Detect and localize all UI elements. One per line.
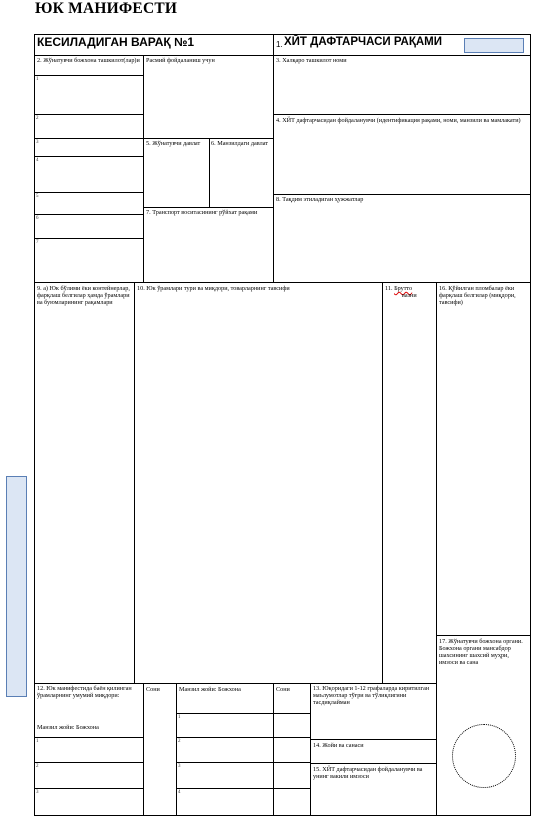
bottom-row-line: [34, 788, 143, 789]
left-row-line: [34, 192, 143, 193]
countries-divider: [209, 138, 210, 207]
field-17-label: 17. Жўнатувчи божхона органи. Божхона органи мансабдор шахсининг шахсий муҳри, имзоси ва сана: [439, 638, 523, 666]
sheet-header: КЕСИЛАДИГАН ВАРАҚ №1: [37, 35, 195, 49]
field-11-number: 11.: [385, 285, 395, 292]
dest-customs-label-left: Манзил жойи: Божхона: [37, 724, 99, 731]
left-row-line: [34, 114, 143, 115]
right-row-line: [273, 194, 531, 195]
field-3-label: 3. Халқаро ташкилот номи: [276, 57, 347, 64]
upper-left-divider: [143, 55, 144, 282]
bottom-row-line: [176, 788, 310, 789]
header-divider: [34, 55, 531, 56]
field-6-label: 6. Манзилдаги давлат: [211, 140, 268, 147]
goods-col-divider-1: [134, 282, 135, 683]
bottom-row-line: [34, 737, 143, 738]
count-label-2: Сони: [276, 686, 290, 693]
field-14-label: 14. Жойи ва санаси: [313, 742, 364, 749]
goods-top-line: [34, 282, 531, 283]
bottom-top-line: [34, 683, 436, 684]
book-number-title: ХЙТ ДАФТАРЧАСИ РАҚАМИ: [284, 36, 443, 48]
goods-col-divider-3: [436, 282, 437, 816]
dest-customs-label: Манзил жойи: Божхона: [179, 686, 241, 693]
field-2-label: 2. Жўнатувчи божхона ташкилот(лар)и: [37, 57, 140, 64]
document-title: ЮК МАНИФЕСТИ: [35, 0, 178, 17]
bottom-row-number: 1: [36, 739, 39, 744]
left-row-number: 7: [36, 240, 39, 245]
upper-right-divider: [273, 55, 274, 282]
field-11-word: Брутто: [394, 285, 413, 292]
field-7-label: 7. Транспорт воситасининг рўйхат рақами: [146, 209, 258, 216]
book-number-input[interactable]: [464, 38, 524, 53]
field-11-label: [385, 285, 434, 299]
side-tab[interactable]: [6, 476, 27, 697]
count-label-1: Сони: [146, 686, 160, 693]
left-row-number: 6: [36, 216, 39, 221]
bottom-mid-row-number: 3: [178, 764, 181, 769]
left-row-number: 4: [36, 158, 39, 163]
field-5-label: 5. Жўнатувчи давлат: [146, 140, 201, 147]
left-row-number: 1: [36, 77, 39, 82]
field-16-label: 16. Қўйилган пломбалар ёки фарқлаш белгилар (миқдори, тавсифи): [439, 285, 516, 306]
field-17-top-line: [436, 635, 531, 636]
field-4-label: 4. ХЙТ дафтарчасидан фойдаланувчи (идентификация рақами, номи, манзили ва мамлакати): [276, 117, 521, 124]
middle-row-line: [143, 138, 273, 139]
left-row-line: [34, 238, 143, 239]
middle-row-line: [143, 207, 273, 208]
left-row-line: [34, 138, 143, 139]
bottom-mid-row-number: 4: [178, 790, 181, 795]
field-9-label: 9. а) Юк бўлими ёки контейнерлар, фарқлаш белгилар ҳамда ўрамлари ва буюмларининг рақамлари: [37, 285, 130, 306]
stamp-circle: [452, 724, 516, 788]
official-use-label: Расмий фойдаланиш учун: [146, 57, 215, 64]
bottom-row-number: 3: [36, 790, 39, 795]
bottom-row-line: [176, 737, 310, 738]
bottom-row-line: [310, 763, 436, 764]
bottom-mid-row-number: 1: [178, 715, 181, 720]
left-row-number: 5: [36, 194, 39, 199]
bottom-mid-row-number: 2: [178, 739, 181, 744]
field-11-suffix: вазни: [402, 292, 417, 299]
field-15-label: 15. ХЙТ дафтарчасидан фойдаланувчи ва унинг вакили имзоси: [313, 766, 423, 780]
header-column-divider: [273, 34, 274, 56]
bottom-row-line: [176, 713, 310, 714]
left-row-line: [34, 156, 143, 157]
book-number-label: 1.: [276, 40, 283, 49]
left-row-number: 3: [36, 140, 39, 145]
bottom-col-divider-2: [176, 683, 177, 816]
bottom-col-divider-3: [273, 683, 274, 816]
field-8-label: 8. Тақдим этиладиган ҳужжатлар: [276, 196, 364, 203]
bottom-row-line: [34, 762, 143, 763]
field-12-label: 12. Юк манифестида баён қилинган ўрамларнинг умумий миқдори:: [37, 685, 132, 699]
bottom-col-divider-1: [143, 683, 144, 816]
bottom-row-line: [310, 739, 436, 740]
left-row-number: 2: [36, 116, 39, 121]
bottom-row-number: 2: [36, 764, 39, 769]
right-row-line: [273, 114, 531, 115]
field-10-label: 10. Юк ўрамлари тури ва миқдори, товарларнинг тавсифи: [137, 285, 290, 292]
bottom-row-line: [176, 762, 310, 763]
field-13-label: 13. Юқоридаги 1-12 графаларда киритилган маълумотлар тўғри ва тўлиқлигини тасдиқлайман: [313, 685, 430, 706]
goods-col-divider-2: [382, 282, 383, 683]
bottom-col-divider-4: [310, 683, 311, 816]
left-row-line: [34, 214, 143, 215]
left-row-line: [34, 75, 143, 76]
